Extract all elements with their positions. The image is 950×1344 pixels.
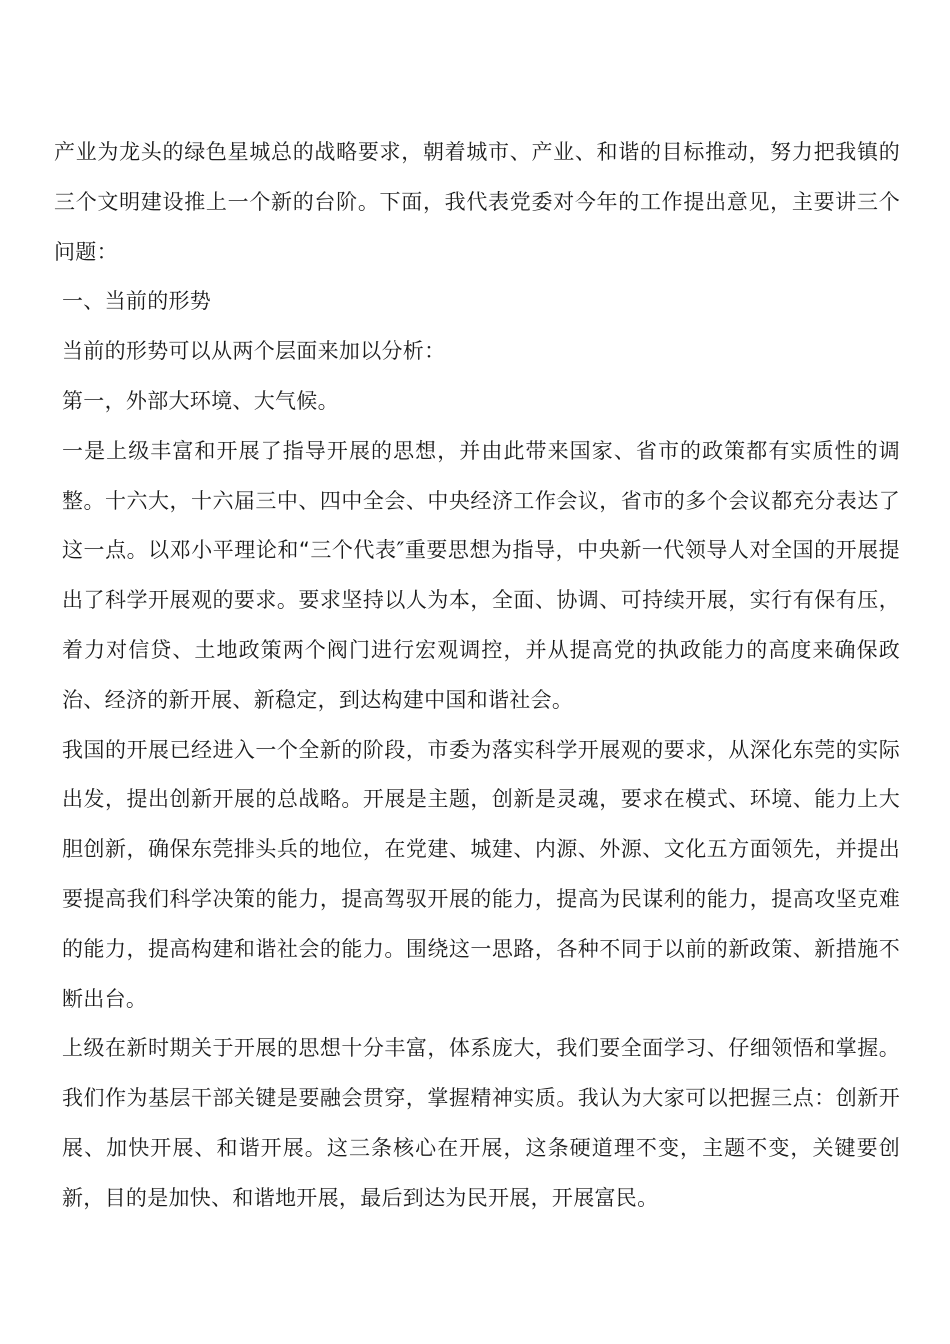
document-body <box>54 128 900 1224</box>
paragraph-national-development: 我国的开展已经进入一个全新的阶段，市委为落实科学开展观的要求，从深化东莞的实际出发，提出创新开展的总战略。开展是主题，创新是灵魂，要求在模式、环境、能力上大胆创新，确保东莞排头兵的地位，在党建、城建、内源、外源、文化五方面领先，并提出要提高我们科学决策的能力，提高驾驭开展的能力，提高为民谋利的能力，提高攻坚克难的能力，提高构建和谐社会的能力。围绕这一思路，各种不同于以前的新政策、新措施不断出台。 <box>62 737 900 1011</box>
paragraph-upper-level-thinking: 一是上级丰富和开展了指导开展的思想，并由此带来国家、省市的政策都有实质性的调整。十六大，十六届三中、四中全会、中央经济工作会议，省市的多个会议都充分表达了这一点。以邓小平理论和“三个代表″重要思想为指导，中央新一代领导人对全国的开展提出了科学开展观的要求。要求坚持以人为本，全面、协调、可持续开展，实行有保有压，着力对信贷、土地政策两个阀门进行宏观调控，并从提高党的执政能力的高度来确保政治、经济的新开展、新稳定，到达构建中国和谐社会。 <box>62 438 900 712</box>
section-heading: 一、当前的形势 <box>62 289 212 314</box>
paragraph-analysis-intro: 当前的形势可以从两个层面来加以分析： <box>62 339 446 364</box>
subheading-external-environment: 第一，外部大环境、大气候。 <box>62 388 339 413</box>
paragraph-intro: 产业为龙头的绿色星城总的战略要求，朝着城市、产业、和谐的目标推动，努力把我镇的三个文明建设推上一个新的台阶。下面，我代表党委对今年的工作提出意见，主要讲三个问题： <box>54 140 900 264</box>
paragraph-three-points: 上级在新时期关于开展的思想十分丰富，体系庞大，我们要全面学习、仔细领悟和掌握。我们作为基层干部关键是要融会贯穿，掌握精神实质。我认为大家可以把握三点：创新开展、加快开展、和谐开展。这三条核心在开展，这条硬道理不变，主题不变，关键要创新，目的是加快、和谐地开展，最后到达为民开展，开展富民。 <box>62 1036 900 1210</box>
